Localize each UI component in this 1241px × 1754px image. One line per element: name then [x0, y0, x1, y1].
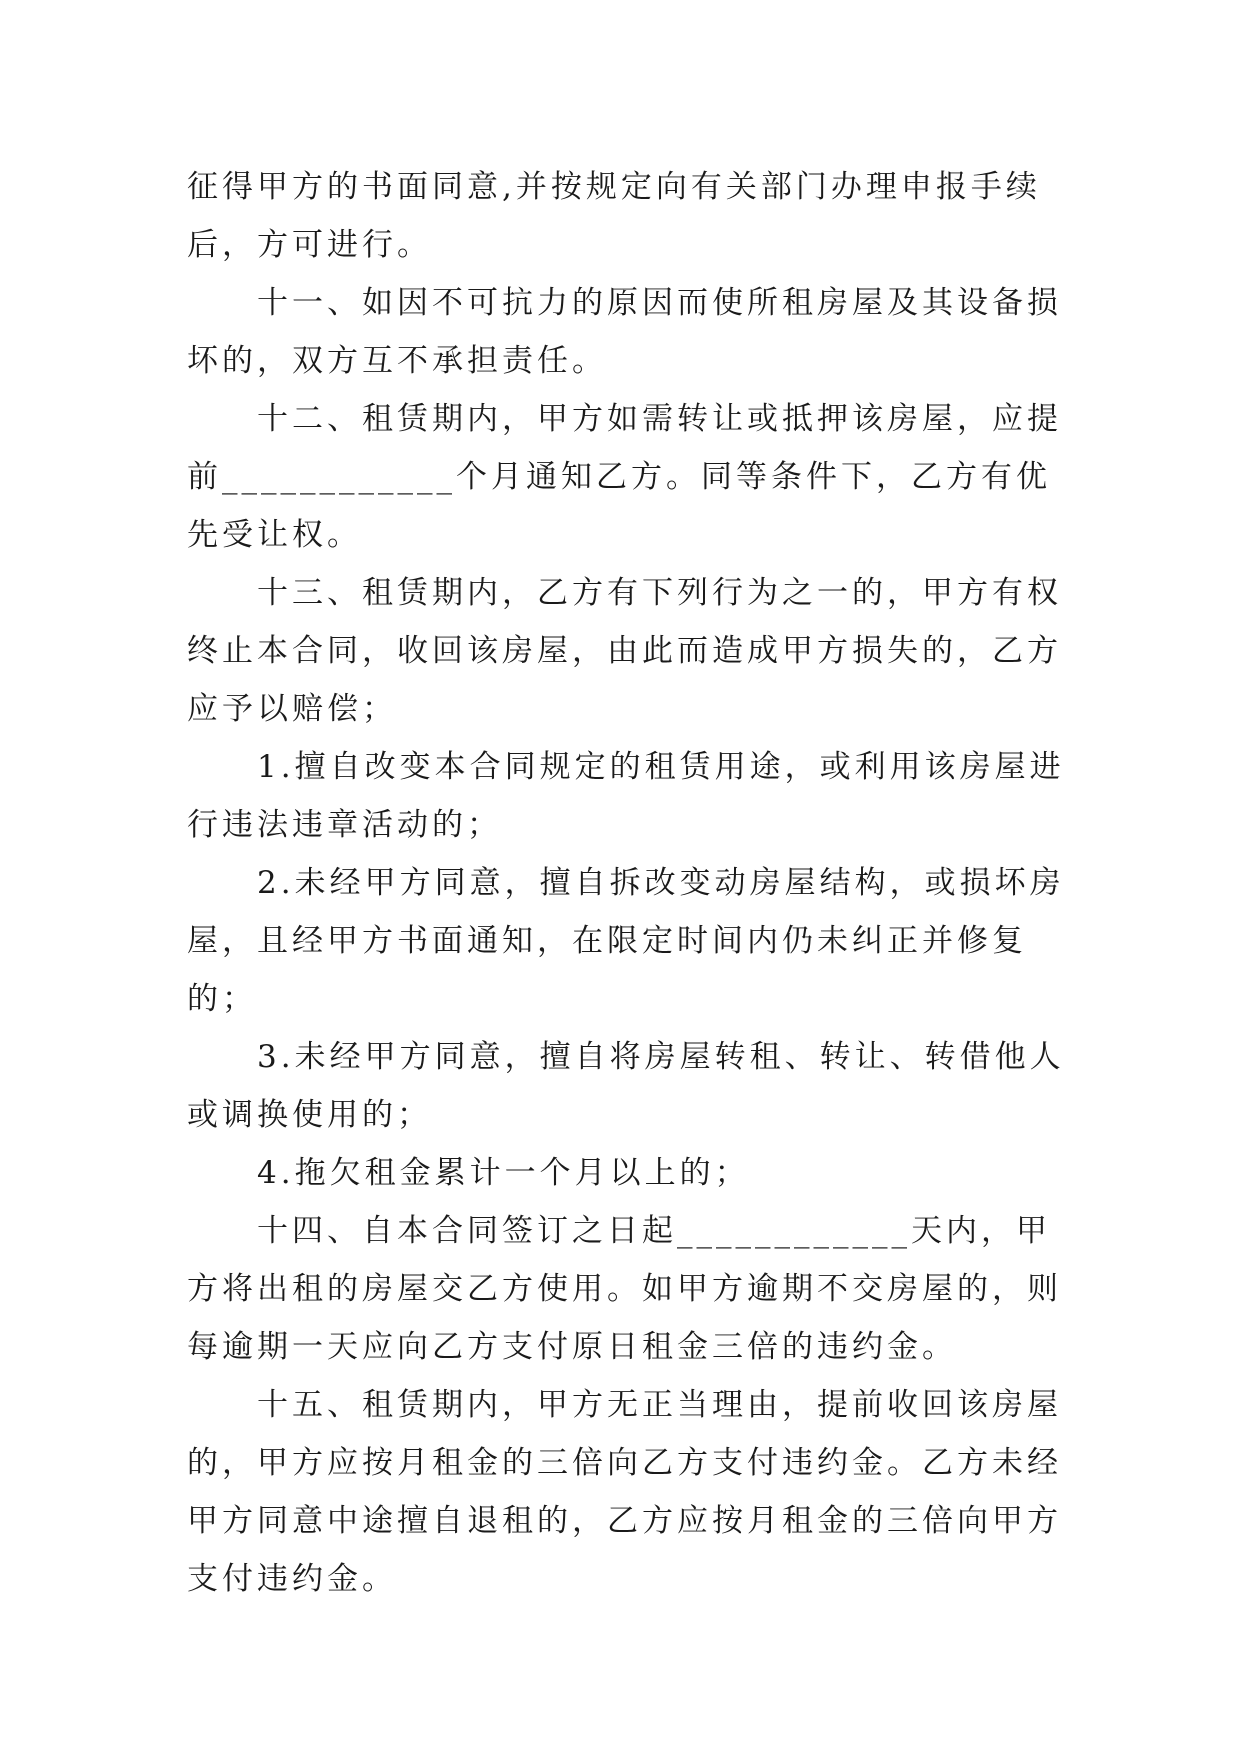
paragraph-clause-11: 十一、如因不可抗力的原因而使所租房屋及其设备损坏的，双方互不承担责任。 [187, 285, 1062, 379]
paragraph-clause-13-item-4: 4.拖欠租金累计一个月以上的； [187, 1155, 750, 1191]
document-body [187, 158, 1067, 1608]
paragraph-clause-13-item-2: 2.未经甲方同意，擅自拆改变动房屋结构，或损坏房屋，且经甲方书面通知，在限定时间内仍未纠正并修复的； [187, 865, 1065, 1017]
paragraph-clause-13-item-3: 3.未经甲方同意，擅自将房屋转租、转让、转借他人或调换使用的； [187, 1039, 1065, 1133]
paragraph-clause-13: 十三、租赁期内，乙方有下列行为之一的，甲方有权终止本合同，收回该房屋，由此而造成甲方损失的，乙方应予以赔偿； [187, 575, 1062, 727]
paragraph-clause-10-continued: 征得甲方的书面同意,并按规定向有关部门办理申报手续后，方可进行。 [187, 169, 1041, 263]
paragraph-clause-14: 十四、自本合同签订之日起____________天内，甲方将出租的房屋交乙方使用。如甲方逾期不交房屋的，则每逾期一天应向乙方支付原日租金三倍的违约金。 [187, 1213, 1062, 1365]
paragraph-clause-13-item-1: 1.擅自改变本合同规定的租赁用途，或利用该房屋进行违法违章活动的； [187, 749, 1065, 843]
paragraph-clause-12: 十二、租赁期内，甲方如需转让或抵押该房屋，应提前____________个月通知乙方。同等条件下，乙方有优先受让权。 [187, 401, 1062, 553]
paragraph-clause-15: 十五、租赁期内，甲方无正当理由，提前收回该房屋的，甲方应按月租金的三倍向乙方支付违约金。乙方未经甲方同意中途擅自退租的，乙方应按月租金的三倍向甲方支付违约金。 [187, 1387, 1062, 1597]
